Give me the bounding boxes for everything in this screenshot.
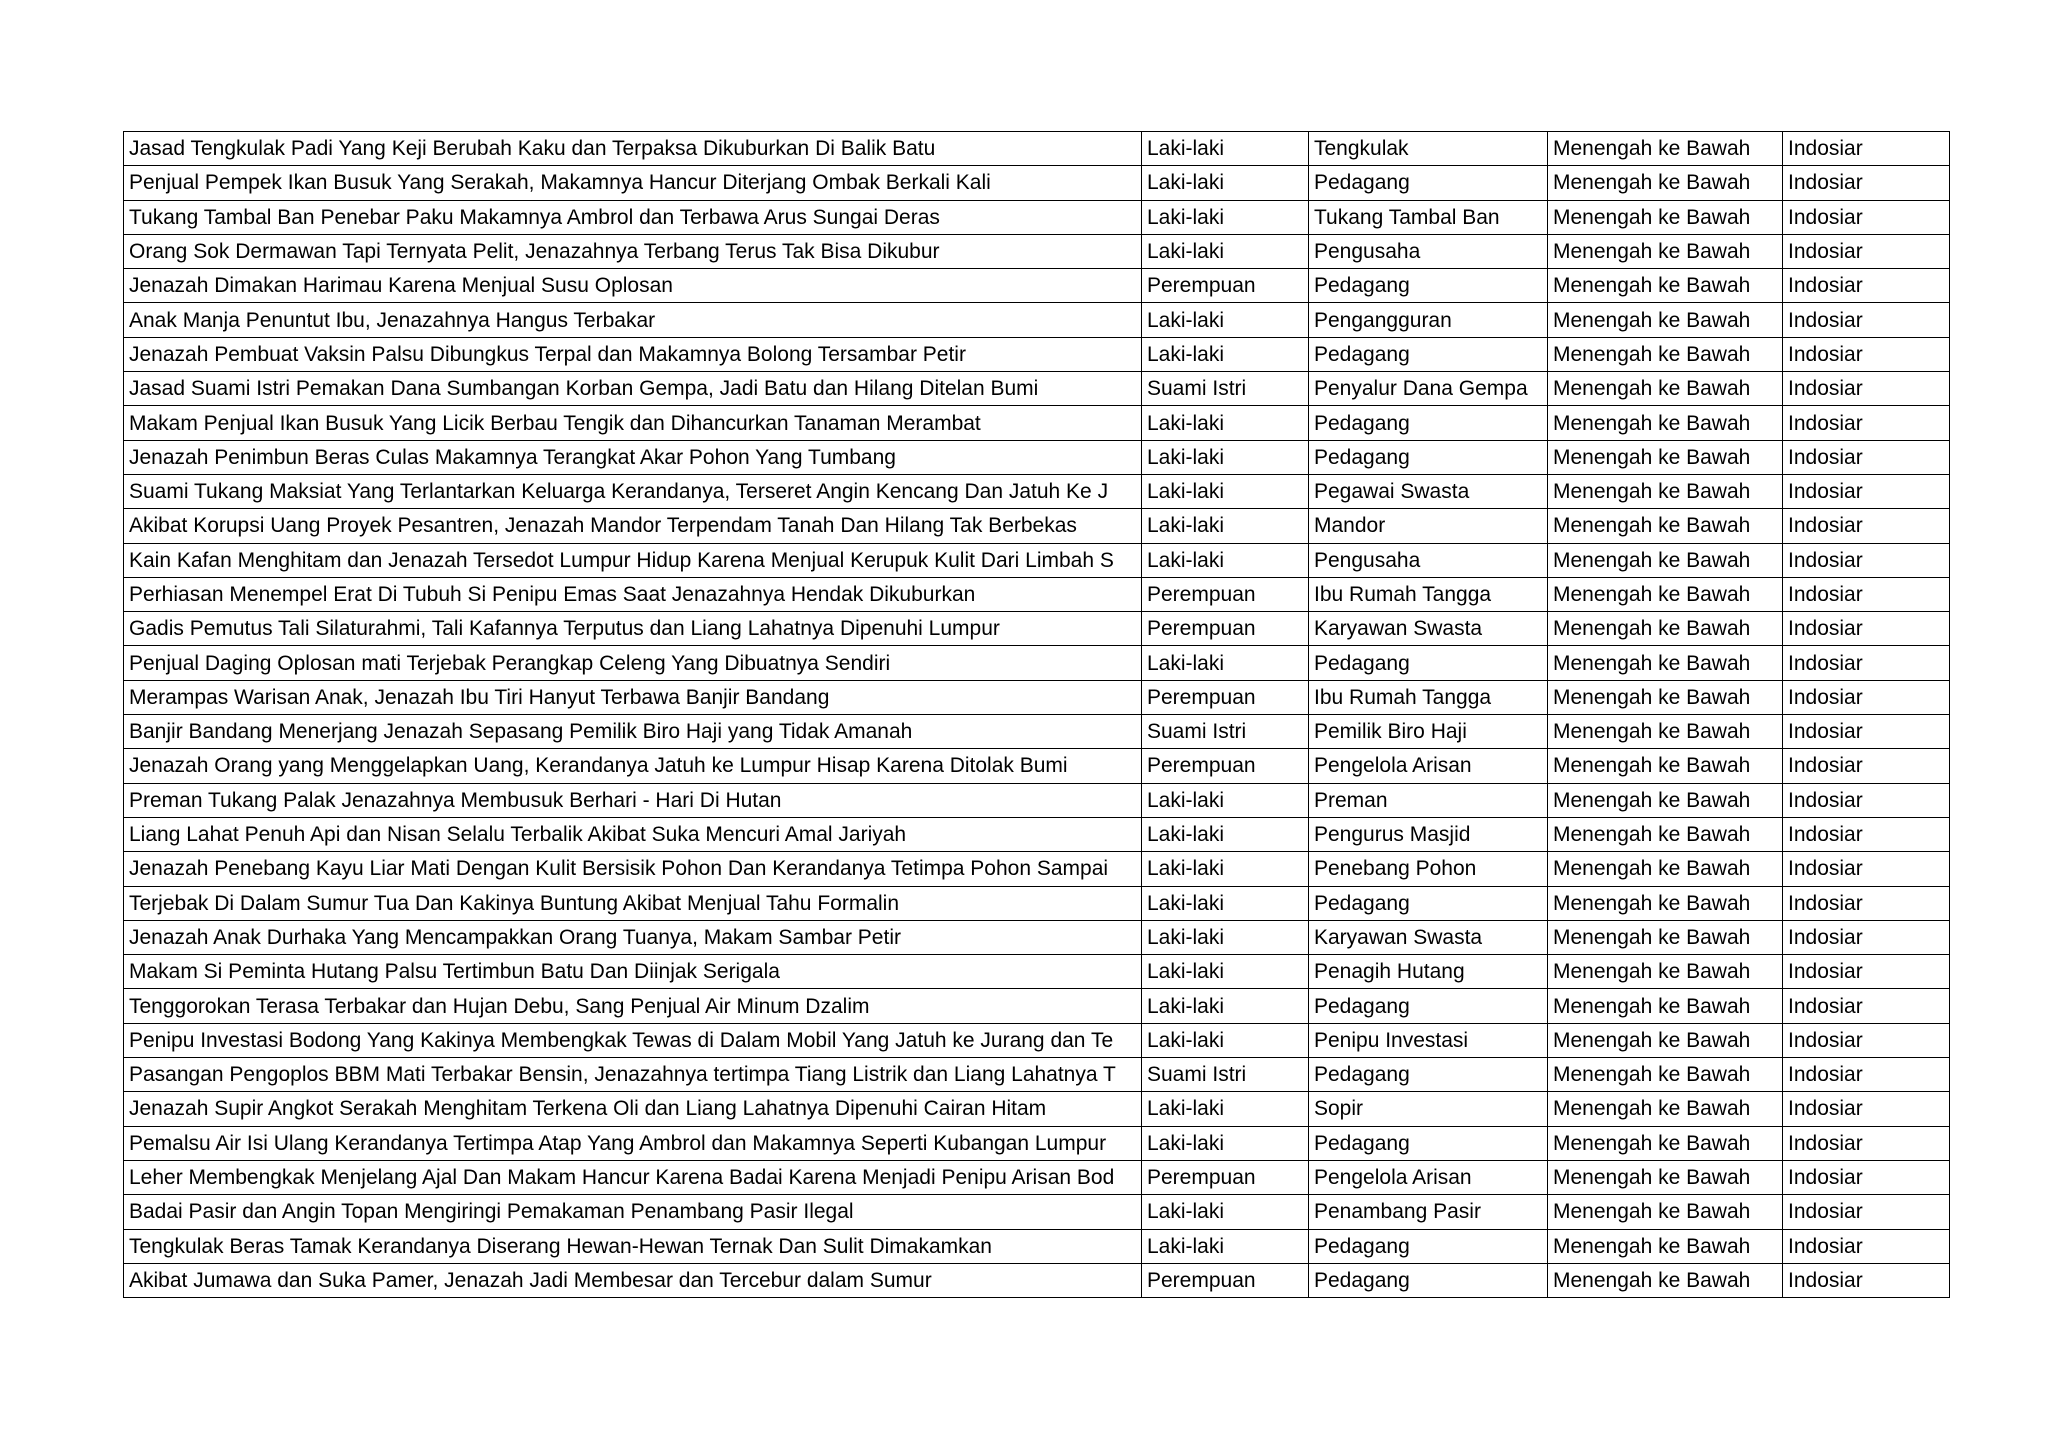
economic-class-cell: Menengah ke Bawah <box>1548 612 1783 646</box>
table-row <box>124 474 1950 508</box>
gender-cell: Perempuan <box>1142 749 1309 783</box>
occupation-cell: Sopir <box>1309 1092 1548 1126</box>
gender-cell: Laki-laki <box>1142 955 1309 989</box>
gender-cell: Laki-laki <box>1142 509 1309 543</box>
table-row <box>124 440 1950 474</box>
gender-cell: Laki-laki <box>1142 920 1309 954</box>
economic-class-cell: Menengah ke Bawah <box>1548 543 1783 577</box>
occupation-cell: Preman <box>1309 783 1548 817</box>
gender-cell: Perempuan <box>1142 1160 1309 1194</box>
station-cell: Indosiar <box>1783 474 1950 508</box>
station-cell: Indosiar <box>1783 269 1950 303</box>
title-cell: Kain Kafan Menghitam dan Jenazah Tersedot Lumpur Hidup Karena Menjual Kerupuk Kulit Dari Limbah S <box>124 543 1142 577</box>
station-cell: Indosiar <box>1783 234 1950 268</box>
station-cell: Indosiar <box>1783 543 1950 577</box>
table-row <box>124 680 1950 714</box>
title-cell: Jenazah Pembuat Vaksin Palsu Dibungkus Terpal dan Makamnya Bolong Tersambar Petir <box>124 337 1142 371</box>
table-row <box>124 783 1950 817</box>
occupation-cell: Karyawan Swasta <box>1309 612 1548 646</box>
gender-cell: Perempuan <box>1142 680 1309 714</box>
title-cell: Jenazah Supir Angkot Serakah Menghitam Terkena Oli dan Liang Lahatnya Dipenuhi Cairan Hitam <box>124 1092 1142 1126</box>
station-cell: Indosiar <box>1783 715 1950 749</box>
station-cell: Indosiar <box>1783 817 1950 851</box>
occupation-cell: Pegawai Swasta <box>1309 474 1548 508</box>
gender-cell: Laki-laki <box>1142 817 1309 851</box>
occupation-cell: Penebang Pohon <box>1309 852 1548 886</box>
economic-class-cell: Menengah ke Bawah <box>1548 509 1783 543</box>
title-cell: Penjual Pempek Ikan Busuk Yang Serakah, Makamnya Hancur Diterjang Ombak Berkali Kali <box>124 166 1142 200</box>
table-row <box>124 817 1950 851</box>
economic-class-cell: Menengah ke Bawah <box>1548 1263 1783 1297</box>
title-cell: Pemalsu Air Isi Ulang Kerandanya Tertimpa Atap Yang Ambrol dan Makamnya Seperti Kubangan Lumpur <box>124 1126 1142 1160</box>
table-body <box>124 132 1950 1298</box>
occupation-cell: Pedagang <box>1309 1229 1548 1263</box>
gender-cell: Laki-laki <box>1142 1023 1309 1057</box>
title-cell: Anak Manja Penuntut Ibu, Jenazahnya Hangus Terbakar <box>124 303 1142 337</box>
economic-class-cell: Menengah ke Bawah <box>1548 406 1783 440</box>
title-cell: Jenazah Anak Durhaka Yang Mencampakkan Orang Tuanya, Makam Sambar Petir <box>124 920 1142 954</box>
economic-class-cell: Menengah ke Bawah <box>1548 1092 1783 1126</box>
station-cell: Indosiar <box>1783 1058 1950 1092</box>
gender-cell: Laki-laki <box>1142 646 1309 680</box>
title-cell: Perhiasan Menempel Erat Di Tubuh Si Penipu Emas Saat Jenazahnya Hendak Dikuburkan <box>124 577 1142 611</box>
title-cell: Leher Membengkak Menjelang Ajal Dan Makam Hancur Karena Badai Karena Menjadi Penipu Arisan Bod <box>124 1160 1142 1194</box>
gender-cell: Laki-laki <box>1142 1126 1309 1160</box>
title-cell: Akibat Korupsi Uang Proyek Pesantren, Jenazah Mandor Terpendam Tanah Dan Hilang Tak Berbekas <box>124 509 1142 543</box>
station-cell: Indosiar <box>1783 303 1950 337</box>
table-row <box>124 509 1950 543</box>
station-cell: Indosiar <box>1783 372 1950 406</box>
occupation-cell: Pedagang <box>1309 166 1548 200</box>
title-cell: Jasad Tengkulak Padi Yang Keji Berubah Kaku dan Terpaksa Dikuburkan Di Balik Batu <box>124 132 1142 166</box>
occupation-cell: Penagih Hutang <box>1309 955 1548 989</box>
gender-cell: Perempuan <box>1142 269 1309 303</box>
title-cell: Akibat Jumawa dan Suka Pamer, Jenazah Jadi Membesar dan Tercebur dalam Sumur <box>124 1263 1142 1297</box>
table-row <box>124 1126 1950 1160</box>
economic-class-cell: Menengah ke Bawah <box>1548 337 1783 371</box>
table-row <box>124 886 1950 920</box>
economic-class-cell: Menengah ke Bawah <box>1548 440 1783 474</box>
occupation-cell: Pengurus Masjid <box>1309 817 1548 851</box>
station-cell: Indosiar <box>1783 680 1950 714</box>
title-cell: Penipu Investasi Bodong Yang Kakinya Membengkak Tewas di Dalam Mobil Yang Jatuh ke Jurang dan Te <box>124 1023 1142 1057</box>
title-cell: Terjebak Di Dalam Sumur Tua Dan Kakinya Buntung Akibat Menjual Tahu Formalin <box>124 886 1142 920</box>
gender-cell: Laki-laki <box>1142 132 1309 166</box>
gender-cell: Laki-laki <box>1142 234 1309 268</box>
occupation-cell: Pedagang <box>1309 1263 1548 1297</box>
gender-cell: Laki-laki <box>1142 303 1309 337</box>
title-cell: Jasad Suami Istri Pemakan Dana Sumbangan Korban Gempa, Jadi Batu dan Hilang Ditelan Bumi <box>124 372 1142 406</box>
occupation-cell: Karyawan Swasta <box>1309 920 1548 954</box>
title-cell: Tenggorokan Terasa Terbakar dan Hujan Debu, Sang Penjual Air Minum Dzalim <box>124 989 1142 1023</box>
title-cell: Jenazah Penimbun Beras Culas Makamnya Terangkat Akar Pohon Yang Tumbang <box>124 440 1142 474</box>
table-row <box>124 646 1950 680</box>
occupation-cell: Pedagang <box>1309 646 1548 680</box>
table-row <box>124 852 1950 886</box>
title-cell: Tengkulak Beras Tamak Kerandanya Diserang Hewan-Hewan Ternak Dan Sulit Dimakamkan <box>124 1229 1142 1263</box>
economic-class-cell: Menengah ke Bawah <box>1548 680 1783 714</box>
table-row <box>124 612 1950 646</box>
occupation-cell: Tukang Tambal Ban <box>1309 200 1548 234</box>
gender-cell: Laki-laki <box>1142 783 1309 817</box>
station-cell: Indosiar <box>1783 1023 1950 1057</box>
economic-class-cell: Menengah ke Bawah <box>1548 955 1783 989</box>
occupation-cell: Pedagang <box>1309 269 1548 303</box>
station-cell: Indosiar <box>1783 749 1950 783</box>
table-row <box>124 1058 1950 1092</box>
occupation-cell: Pengelola Arisan <box>1309 749 1548 783</box>
economic-class-cell: Menengah ke Bawah <box>1548 817 1783 851</box>
table-row <box>124 166 1950 200</box>
gender-cell: Suami Istri <box>1142 1058 1309 1092</box>
station-cell: Indosiar <box>1783 509 1950 543</box>
table-row <box>124 200 1950 234</box>
table-row <box>124 715 1950 749</box>
gender-cell: Laki-laki <box>1142 337 1309 371</box>
economic-class-cell: Menengah ke Bawah <box>1548 1023 1783 1057</box>
title-cell: Gadis Pemutus Tali Silaturahmi, Tali Kafannya Terputus dan Liang Lahatnya Dipenuhi Lumpur <box>124 612 1142 646</box>
table-row <box>124 1092 1950 1126</box>
station-cell: Indosiar <box>1783 1092 1950 1126</box>
data-table <box>123 131 1950 1298</box>
station-cell: Indosiar <box>1783 612 1950 646</box>
station-cell: Indosiar <box>1783 646 1950 680</box>
gender-cell: Laki-laki <box>1142 406 1309 440</box>
economic-class-cell: Menengah ke Bawah <box>1548 577 1783 611</box>
title-cell: Banjir Bandang Menerjang Jenazah Sepasang Pemilik Biro Haji yang Tidak Amanah <box>124 715 1142 749</box>
station-cell: Indosiar <box>1783 1263 1950 1297</box>
gender-cell: Perempuan <box>1142 577 1309 611</box>
table-row <box>124 1195 1950 1229</box>
station-cell: Indosiar <box>1783 577 1950 611</box>
table-row <box>124 920 1950 954</box>
gender-cell: Laki-laki <box>1142 543 1309 577</box>
station-cell: Indosiar <box>1783 886 1950 920</box>
station-cell: Indosiar <box>1783 132 1950 166</box>
economic-class-cell: Menengah ke Bawah <box>1548 1229 1783 1263</box>
station-cell: Indosiar <box>1783 1126 1950 1160</box>
station-cell: Indosiar <box>1783 337 1950 371</box>
station-cell: Indosiar <box>1783 920 1950 954</box>
gender-cell: Laki-laki <box>1142 1195 1309 1229</box>
gender-cell: Laki-laki <box>1142 166 1309 200</box>
station-cell: Indosiar <box>1783 1195 1950 1229</box>
title-cell: Jenazah Penebang Kayu Liar Mati Dengan Kulit Bersisik Pohon Dan Kerandanya Tetimpa Pohon Sampai <box>124 852 1142 886</box>
table-row <box>124 1160 1950 1194</box>
occupation-cell: Penipu Investasi <box>1309 1023 1548 1057</box>
station-cell: Indosiar <box>1783 440 1950 474</box>
station-cell: Indosiar <box>1783 989 1950 1023</box>
occupation-cell: Ibu Rumah Tangga <box>1309 577 1548 611</box>
table-row <box>124 543 1950 577</box>
economic-class-cell: Menengah ke Bawah <box>1548 1058 1783 1092</box>
occupation-cell: Mandor <box>1309 509 1548 543</box>
economic-class-cell: Menengah ke Bawah <box>1548 989 1783 1023</box>
occupation-cell: Pedagang <box>1309 989 1548 1023</box>
title-cell: Liang Lahat Penuh Api dan Nisan Selalu Terbalik Akibat Suka Mencuri Amal Jariyah <box>124 817 1142 851</box>
table-row <box>124 372 1950 406</box>
table-row <box>124 132 1950 166</box>
occupation-cell: Pedagang <box>1309 440 1548 474</box>
station-cell: Indosiar <box>1783 406 1950 440</box>
title-cell: Pasangan Pengoplos BBM Mati Terbakar Bensin, Jenazahnya tertimpa Tiang Listrik dan Liang Lahatnya T <box>124 1058 1142 1092</box>
title-cell: Penjual Daging Oplosan mati Terjebak Perangkap Celeng Yang Dibuatnya Sendiri <box>124 646 1142 680</box>
gender-cell: Laki-laki <box>1142 440 1309 474</box>
economic-class-cell: Menengah ke Bawah <box>1548 269 1783 303</box>
occupation-cell: Penyalur Dana Gempa <box>1309 372 1548 406</box>
gender-cell: Perempuan <box>1142 1263 1309 1297</box>
economic-class-cell: Menengah ke Bawah <box>1548 886 1783 920</box>
occupation-cell: Pedagang <box>1309 1126 1548 1160</box>
economic-class-cell: Menengah ke Bawah <box>1548 372 1783 406</box>
occupation-cell: Pedagang <box>1309 886 1548 920</box>
economic-class-cell: Menengah ke Bawah <box>1548 715 1783 749</box>
occupation-cell: Pengusaha <box>1309 234 1548 268</box>
station-cell: Indosiar <box>1783 1229 1950 1263</box>
economic-class-cell: Menengah ke Bawah <box>1548 303 1783 337</box>
occupation-cell: Pemilik Biro Haji <box>1309 715 1548 749</box>
title-cell: Badai Pasir dan Angin Topan Mengiringi Pemakaman Penambang Pasir Ilegal <box>124 1195 1142 1229</box>
gender-cell: Suami Istri <box>1142 372 1309 406</box>
station-cell: Indosiar <box>1783 166 1950 200</box>
occupation-cell: Pedagang <box>1309 1058 1548 1092</box>
title-cell: Tukang Tambal Ban Penebar Paku Makamnya Ambrol dan Terbawa Arus Sungai Deras <box>124 200 1142 234</box>
title-cell: Makam Si Peminta Hutang Palsu Tertimbun Batu Dan Diinjak Serigala <box>124 955 1142 989</box>
title-cell: Jenazah Dimakan Harimau Karena Menjual Susu Oplosan <box>124 269 1142 303</box>
economic-class-cell: Menengah ke Bawah <box>1548 783 1783 817</box>
economic-class-cell: Menengah ke Bawah <box>1548 852 1783 886</box>
station-cell: Indosiar <box>1783 955 1950 989</box>
station-cell: Indosiar <box>1783 200 1950 234</box>
gender-cell: Laki-laki <box>1142 886 1309 920</box>
gender-cell: Perempuan <box>1142 612 1309 646</box>
station-cell: Indosiar <box>1783 783 1950 817</box>
title-cell: Preman Tukang Palak Jenazahnya Membusuk Berhari - Hari Di Hutan <box>124 783 1142 817</box>
title-cell: Merampas Warisan Anak, Jenazah Ibu Tiri Hanyut Terbawa Banjir Bandang <box>124 680 1142 714</box>
occupation-cell: Pengusaha <box>1309 543 1548 577</box>
economic-class-cell: Menengah ke Bawah <box>1548 646 1783 680</box>
station-cell: Indosiar <box>1783 1160 1950 1194</box>
occupation-cell: Pedagang <box>1309 337 1548 371</box>
title-cell: Jenazah Orang yang Menggelapkan Uang, Kerandanya Jatuh ke Lumpur Hisap Karena Ditolak Bumi <box>124 749 1142 783</box>
economic-class-cell: Menengah ke Bawah <box>1548 132 1783 166</box>
economic-class-cell: Menengah ke Bawah <box>1548 920 1783 954</box>
gender-cell: Laki-laki <box>1142 200 1309 234</box>
gender-cell: Laki-laki <box>1142 1092 1309 1126</box>
economic-class-cell: Menengah ke Bawah <box>1548 749 1783 783</box>
table-row <box>124 234 1950 268</box>
title-cell: Suami Tukang Maksiat Yang Terlantarkan Keluarga Kerandanya, Terseret Angin Kencang Dan Jatuh Ke J <box>124 474 1142 508</box>
economic-class-cell: Menengah ke Bawah <box>1548 1195 1783 1229</box>
occupation-cell: Tengkulak <box>1309 132 1548 166</box>
occupation-cell: Penambang Pasir <box>1309 1195 1548 1229</box>
economic-class-cell: Menengah ke Bawah <box>1548 200 1783 234</box>
economic-class-cell: Menengah ke Bawah <box>1548 1126 1783 1160</box>
gender-cell: Laki-laki <box>1142 989 1309 1023</box>
table-row <box>124 1023 1950 1057</box>
occupation-cell: Ibu Rumah Tangga <box>1309 680 1548 714</box>
economic-class-cell: Menengah ke Bawah <box>1548 1160 1783 1194</box>
gender-cell: Laki-laki <box>1142 474 1309 508</box>
occupation-cell: Pedagang <box>1309 406 1548 440</box>
occupation-cell: Pengelola Arisan <box>1309 1160 1548 1194</box>
table-row <box>124 1263 1950 1297</box>
station-cell: Indosiar <box>1783 852 1950 886</box>
title-cell: Orang Sok Dermawan Tapi Ternyata Pelit, Jenazahnya Terbang Terus Tak Bisa Dikubur <box>124 234 1142 268</box>
gender-cell: Suami Istri <box>1142 715 1309 749</box>
gender-cell: Laki-laki <box>1142 1229 1309 1263</box>
table-row <box>124 1229 1950 1263</box>
economic-class-cell: Menengah ke Bawah <box>1548 166 1783 200</box>
table-row <box>124 303 1950 337</box>
table-row <box>124 749 1950 783</box>
economic-class-cell: Menengah ke Bawah <box>1548 234 1783 268</box>
occupation-cell: Pengangguran <box>1309 303 1548 337</box>
gender-cell: Laki-laki <box>1142 852 1309 886</box>
table-row <box>124 955 1950 989</box>
economic-class-cell: Menengah ke Bawah <box>1548 474 1783 508</box>
table-row <box>124 337 1950 371</box>
table-row <box>124 269 1950 303</box>
table-row <box>124 406 1950 440</box>
title-cell: Makam Penjual Ikan Busuk Yang Licik Berbau Tengik dan Dihancurkan Tanaman Merambat <box>124 406 1142 440</box>
table-row <box>124 577 1950 611</box>
table-row <box>124 989 1950 1023</box>
